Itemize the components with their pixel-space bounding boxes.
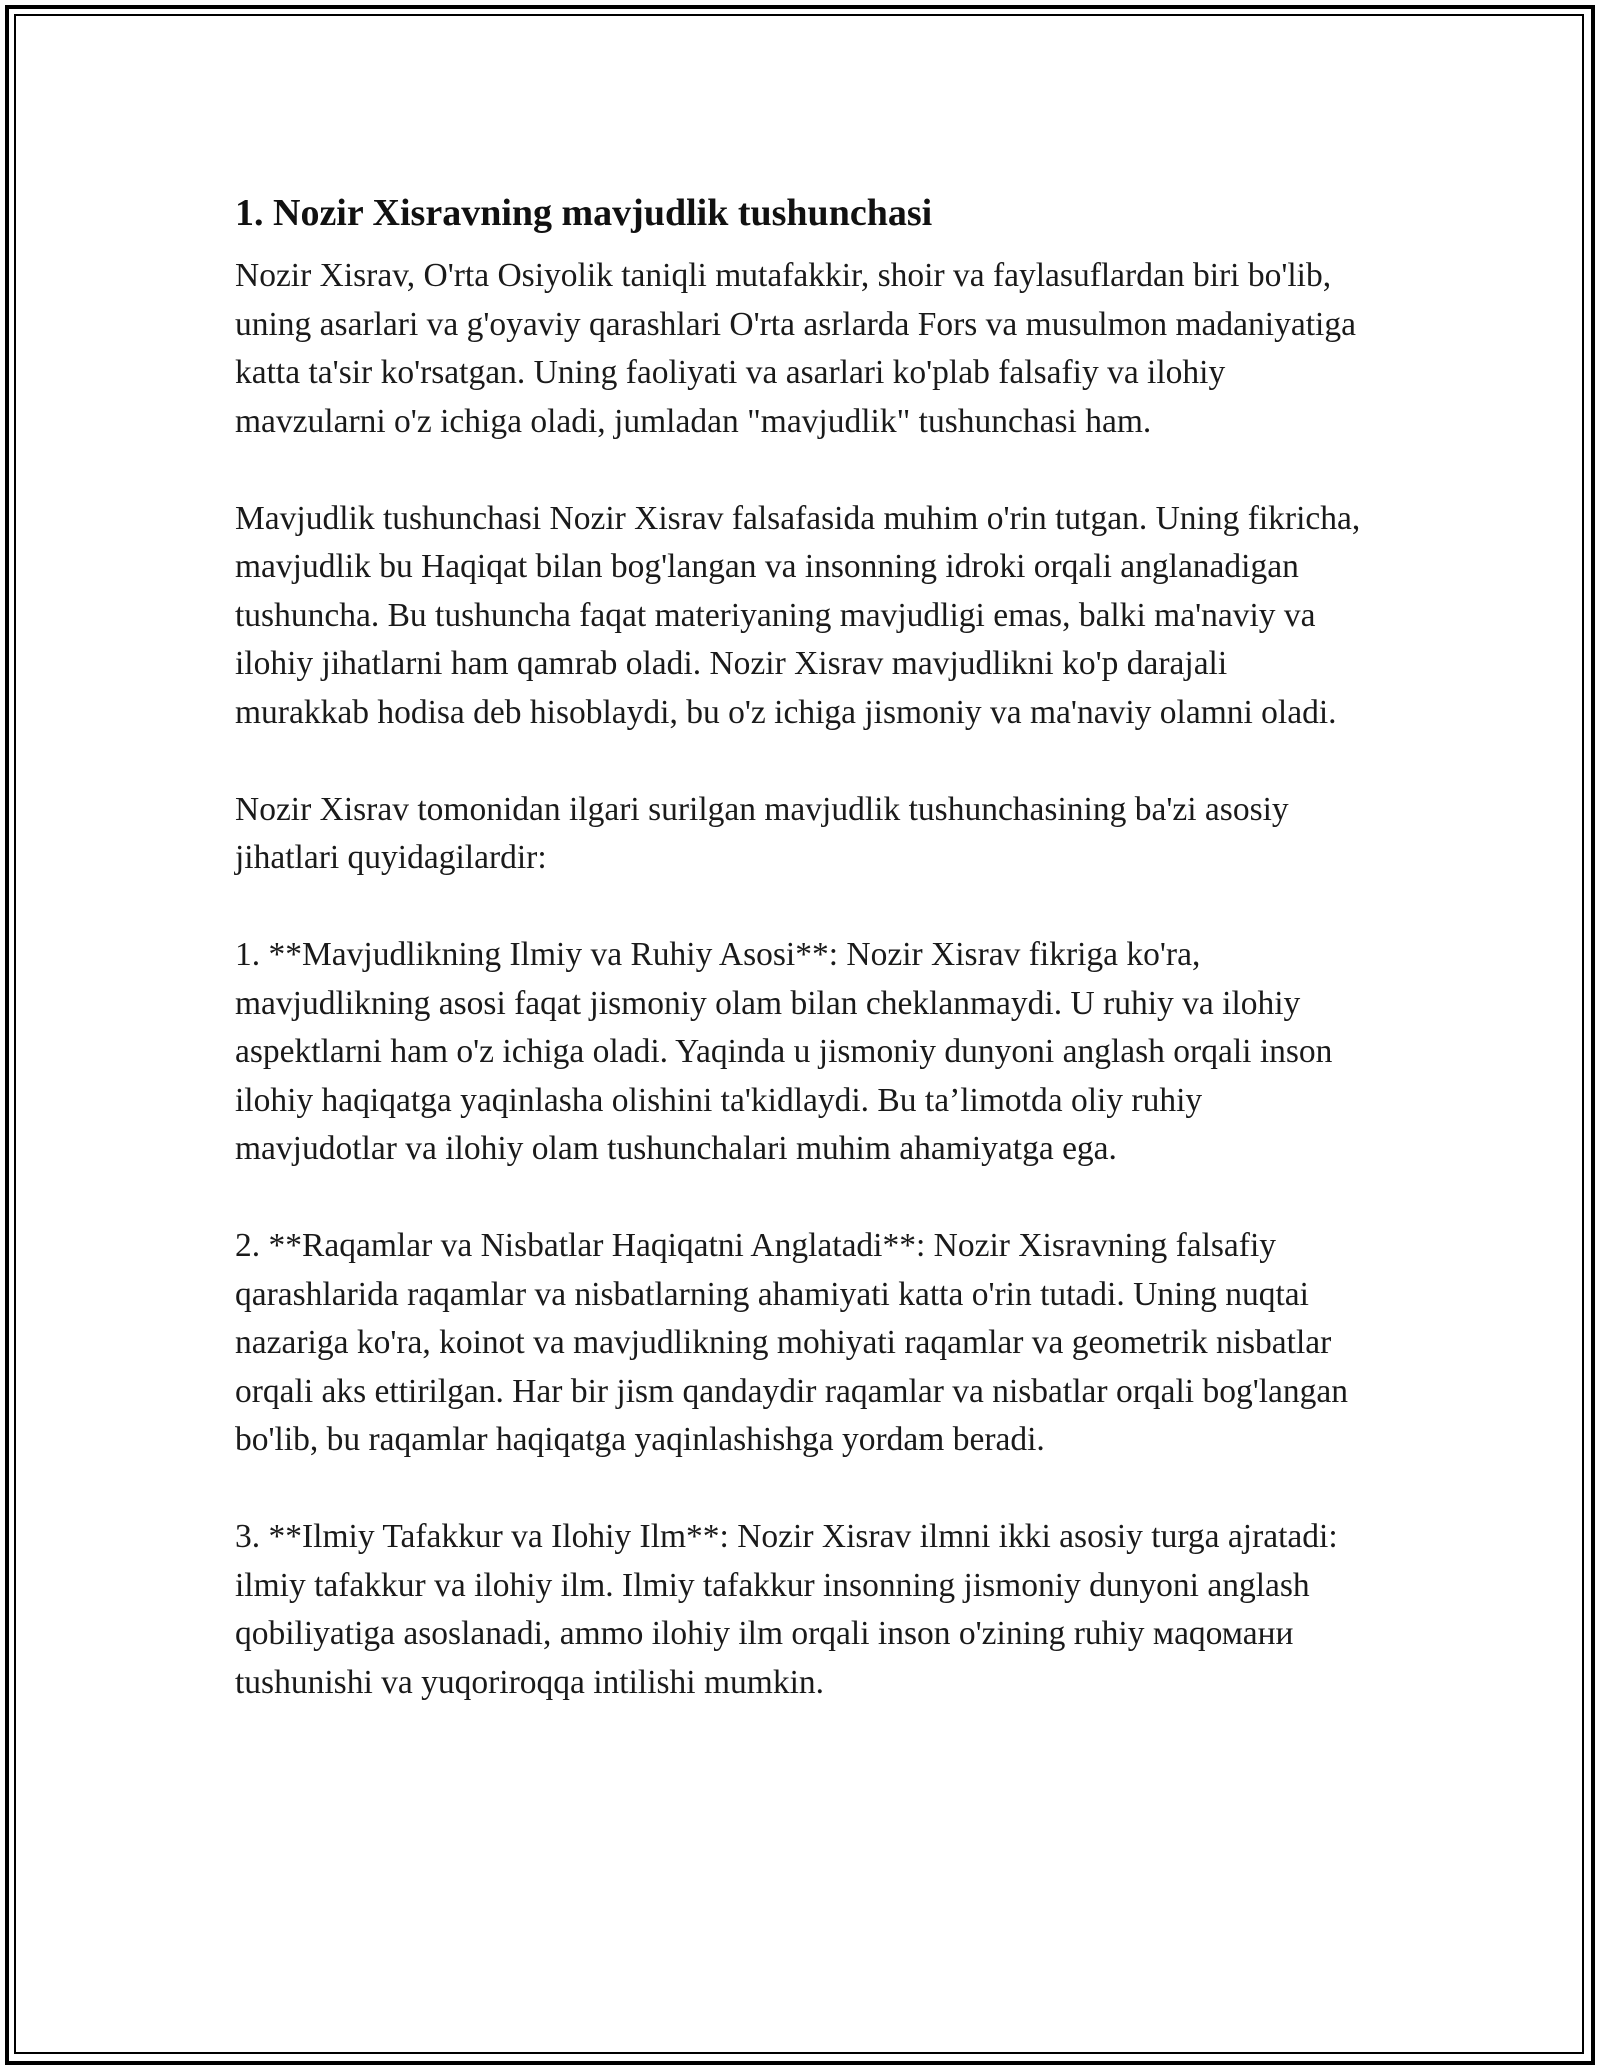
section-heading: 1. Nozir Xisravning mavjudlik tushunchasi [235, 192, 933, 234]
list-item-2: 2. **Raqamlar va Nisbatlar Haqiqatni Anglatadi**: Nozir Xisravning falsafiy qarashlarida raqamlar va nisbatlarning ahamiyati katta o'rin tutadi. Uning nuqtai nazariga ko'ra, koinot va mavjudlikning mohiyati raqamlar va geometrik nisbatlar orqali aks ettirilgan. Har bir jism qandaydir raqamlar va nisbatlar orqali bog'langan bo'lib, bu raqamlar haqiqatga yaqinlashishga yordam beradi. [235, 1227, 1349, 1458]
list-item-1: 1. **Mavjudlikning Ilmiy va Ruhiy Asosi**: Nozir Xisrav fikriga ko'ra, mavjudlikning asosi faqat jismoniy olam bilan cheklanmaydi. U ruhiy va ilohiy aspektlarni ham o'z ichiga oladi. Yaqinda u jismoniy dunyoni anglash orqali inson ilohiy haqiqatga yaqinlasha olishini ta'kidlaydi. Bu ta’limotda oliy ruhiy mavjudotlar va ilohiy olam tushunchalari muhim ahamiyatga ega. [235, 936, 1333, 1167]
list-item-3: 3. **Ilmiy Tafakkur va Ilohiy Ilm**: Nozir Xisrav ilmni ikki asosiy turga ajratadi: ilmiy tafakkur va ilohiy ilm. Ilmiy tafakkur insonning jismoniy dunyoni anglash qobiliyatiga asoslanadi, ammo ilohiy ilm orqali inson o'zining ruhiy мaqомани tushunishi va yuqoriroqqa intilishi mumkin. [235, 1518, 1338, 1701]
paragraph-intro: Nozir Xisrav, O'rta Osiyolik taniqli mutafakkir, shoir va faylasuflardan biri bo'lib, uning asarlari va g'oyaviy qarashlari O'rta asrlarda Fors va musulmon madaniyatiga katta ta'sir ko'rsatgan. Uning faoliyati va asarlari ko'plab falsafiy va ilohiy mavzularni o'z ichiga oladi, jumladan "mavjudlik" tushunchasi ham. [235, 257, 1356, 440]
paragraph-concept: Mavjudlik tushunchasi Nozir Xisrav falsafasida muhim o'rin tutgan. Uning fikricha, mavjudlik bu Haqiqat bilan bog'langan va insonning idroki orqali anglanadigan tushuncha. Bu tushuncha faqat materiyaning mavjudligi emas, balki ma'naviy va ilohiy jihatlarni ham qamrab oladi. Nozir Xisrav mavjudlikni ko'p darajali murakkab hodisa deb hisoblaydi, bu o'z ichiga jismoniy va ma'naviy olamni oladi. [235, 499, 1361, 731]
document-body [235, 186, 1365, 1756]
paragraph-aspects-intro: Nozir Xisrav tomonidan ilgari surilgan mavjudlik tushunchasining ba'zi asosiy jihatlari quyidagilardir: [235, 790, 1289, 876]
